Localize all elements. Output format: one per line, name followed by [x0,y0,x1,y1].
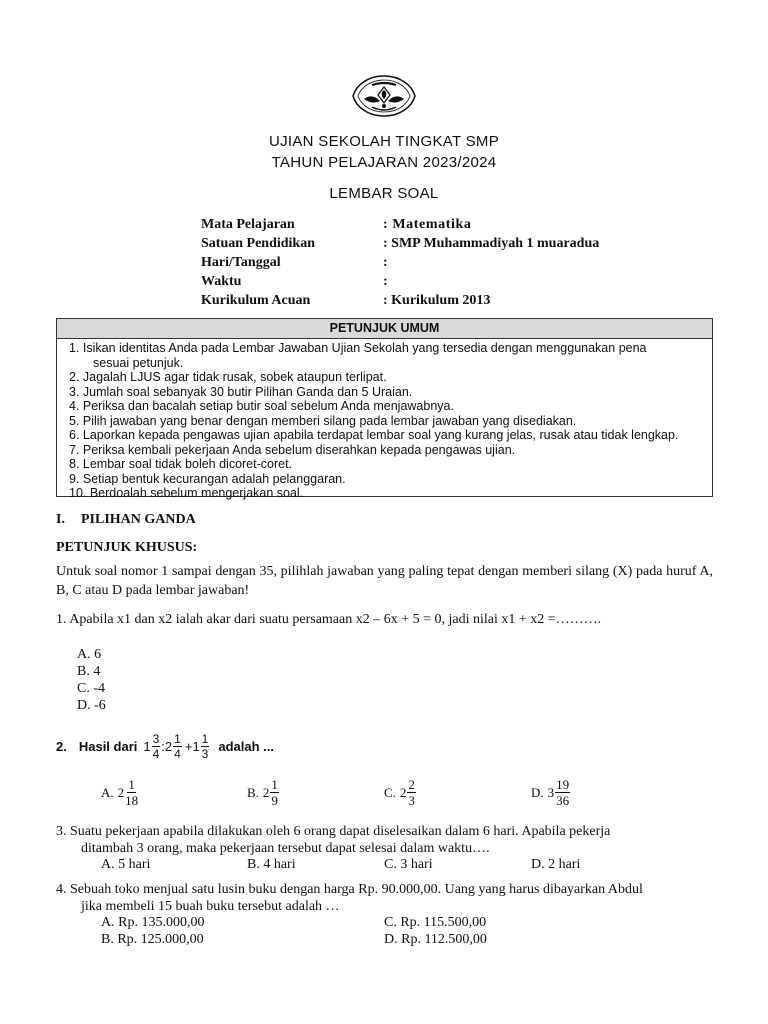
option-d [531,778,571,807]
tut-wuri-handayani-logo-icon [350,73,418,119]
question-4 [56,881,713,915]
option: A. 6 [77,647,102,662]
info-label: Kurikulum Acuan [201,293,311,308]
instruction-item: 3. Jumlah soal sebanyak 30 butir Pilihan Ganda dan 5 Uraian. [69,384,413,399]
denominator: 3 [201,747,209,761]
special-instructions-heading: PETUNJUK KHUSUS: [56,540,198,555]
exam-info [201,215,599,310]
option: C. -4 [77,681,105,696]
operator: + [184,739,193,754]
option: D. 2 hari [531,857,581,872]
instruction-item: 4. Periksa dan bacalah setiap butir soal sebelum Anda menjawabnya. [69,399,454,413]
info-value: : SMP Muhammadiyah 1 muaradua [383,236,600,251]
option-letter: A. [101,784,114,800]
option: A. Rp. 135.000,00 [101,915,205,930]
info-value: : Matematika [383,217,472,232]
special-instructions-text: Untuk soal nomor 1 sampai dengan 35, pilihlah jawaban yang paling tepat dengan memberi silang (X) pada huruf A, B, C atau D pada lembar jawaban! [56,564,713,598]
mixed-whole: 1 [192,739,200,754]
info-row-curriculum [201,291,599,310]
general-instructions-list [57,339,712,501]
exam-title: UJIAN SEKOLAH TINGKAT SMP [268,133,500,150]
numerator: 3 [152,732,160,746]
question-2 [56,733,274,760]
denominator: 36 [556,793,570,808]
numerator: 1 [174,732,181,746]
instruction-item: 8. Lembar soal tidak boleh dicoret-coret. [69,457,293,471]
question-1: 1. Apabila x1 dan x2 ialah akar dari suatu persamaan x2 – 6x + 5 = 0, jadi nilai x1 + x2 =………. [56,612,602,627]
option: B. 4 [77,664,101,679]
general-instructions-title: PETUNJUK UMUM [57,319,712,339]
numerator: 1 [201,732,209,746]
instruction-item: 6. Laporkan kepada pengawas ujian apabila terdapat lembar soal yang kurang jelas, rusak atau tidak lengkap. [69,428,679,442]
mixed-whole: 2 [117,784,125,800]
question-3-line2: ditambah 3 orang, maka pekerjaan tersebut dapat selesai dalam waktu…. [81,841,490,856]
denominator: 3 [408,793,415,808]
question-3-line1: 3. Suatu pekerjaan apabila dilakukan oleh 6 orang dapat diselesaikan dalam 6 hari. Apabila pekerja [56,824,611,839]
fraction [125,778,138,807]
option-c [384,778,417,807]
instruction-item: sesuai petunjuk. [93,355,184,370]
option-letter: D. [531,784,544,800]
info-row-subject [201,215,599,234]
section-title: PILIHAN GANDA [81,512,196,527]
instruction-item: 1. Isikan identitas Anda pada Lembar Jawaban Ujian Sekolah yang tersedia dengan menggunakan pena [69,341,647,355]
question-number: 2. [56,739,67,754]
denominator: 9 [271,793,278,808]
option: B. Rp. 125.000,00 [101,932,204,947]
numerator: 1 [271,777,278,792]
question-3 [56,823,713,857]
sheet-title: LEMBAR SOAL [329,185,439,202]
instruction-item: 7. Periksa kembali pekerjaan Anda sebelum diserahkan kepada pengawas ujian. [69,442,516,457]
info-label: Mata Pelajaran [201,217,295,232]
general-instructions-box [56,318,713,500]
info-value: : Kurikulum 2013 [383,293,491,308]
info-row-school [201,234,599,253]
numerator: 2 [408,777,415,792]
info-label: Waktu [201,274,242,289]
option: A. 5 hari [101,857,151,872]
info-label: Hari/Tanggal [201,255,281,270]
option-b [247,778,280,807]
mixed-whole: 3 [547,784,555,800]
option-a [101,778,139,807]
denominator: 4 [174,747,181,761]
denominator: 4 [152,747,160,761]
operator: : [161,739,165,754]
academic-year: TAHUN PELAJARAN 2023/2024 [271,154,497,171]
info-value: : [383,255,388,270]
instruction-item: 9. Setiap bentuk kecurangan adalah pelanggaran. [69,471,346,486]
question-1-options [77,646,106,714]
option-letter: C. [384,784,396,800]
question-4-line1: 4. Sebuah toko menjual satu lusin buku dengan harga Rp. 90.000,00. Uang yang harus dibayarkan Abdul [56,882,643,897]
fraction [555,778,570,807]
option: C. Rp. 115.500,00 [384,915,487,930]
mixed-whole: 2 [164,739,173,754]
fraction [407,778,416,807]
fraction [152,733,161,760]
fraction [270,778,279,807]
option: B. 4 hari [247,857,296,872]
mixed-whole: 2 [262,784,270,800]
numerator: 19 [556,777,570,792]
question-4-line2: jika membeli 15 buah buku tersebut adalah … [81,899,340,914]
question-suffix: adalah ... [218,739,274,754]
option: C. 3 hari [384,857,433,872]
fraction [201,733,210,760]
denominator: 18 [125,793,139,808]
section-number: I. [56,512,65,527]
mixed-whole: 2 [399,784,407,800]
option: D. -6 [77,698,106,713]
option: D. Rp. 112.500,00 [384,932,487,947]
info-label: Satuan Pendidikan [201,236,315,251]
numerator: 1 [128,777,135,792]
instruction-item: 2. Jagalah LJUS agar tidak rusak, sobek ataupun terlipat. [69,370,387,384]
info-row-time [201,272,599,291]
question-prefix: Hasil dari [78,739,138,754]
info-row-date [201,253,599,272]
mixed-whole: 1 [143,739,151,754]
fraction [173,733,182,760]
info-value: : [383,274,388,289]
instruction-item: 10. Berdoalah sebelum mengerjakan soal. [69,486,304,500]
instruction-item: 5. Pilih jawaban yang benar dengan memberi silang pada lembar jawaban yang disediakan. [69,413,577,428]
option-letter: B. [247,784,259,800]
